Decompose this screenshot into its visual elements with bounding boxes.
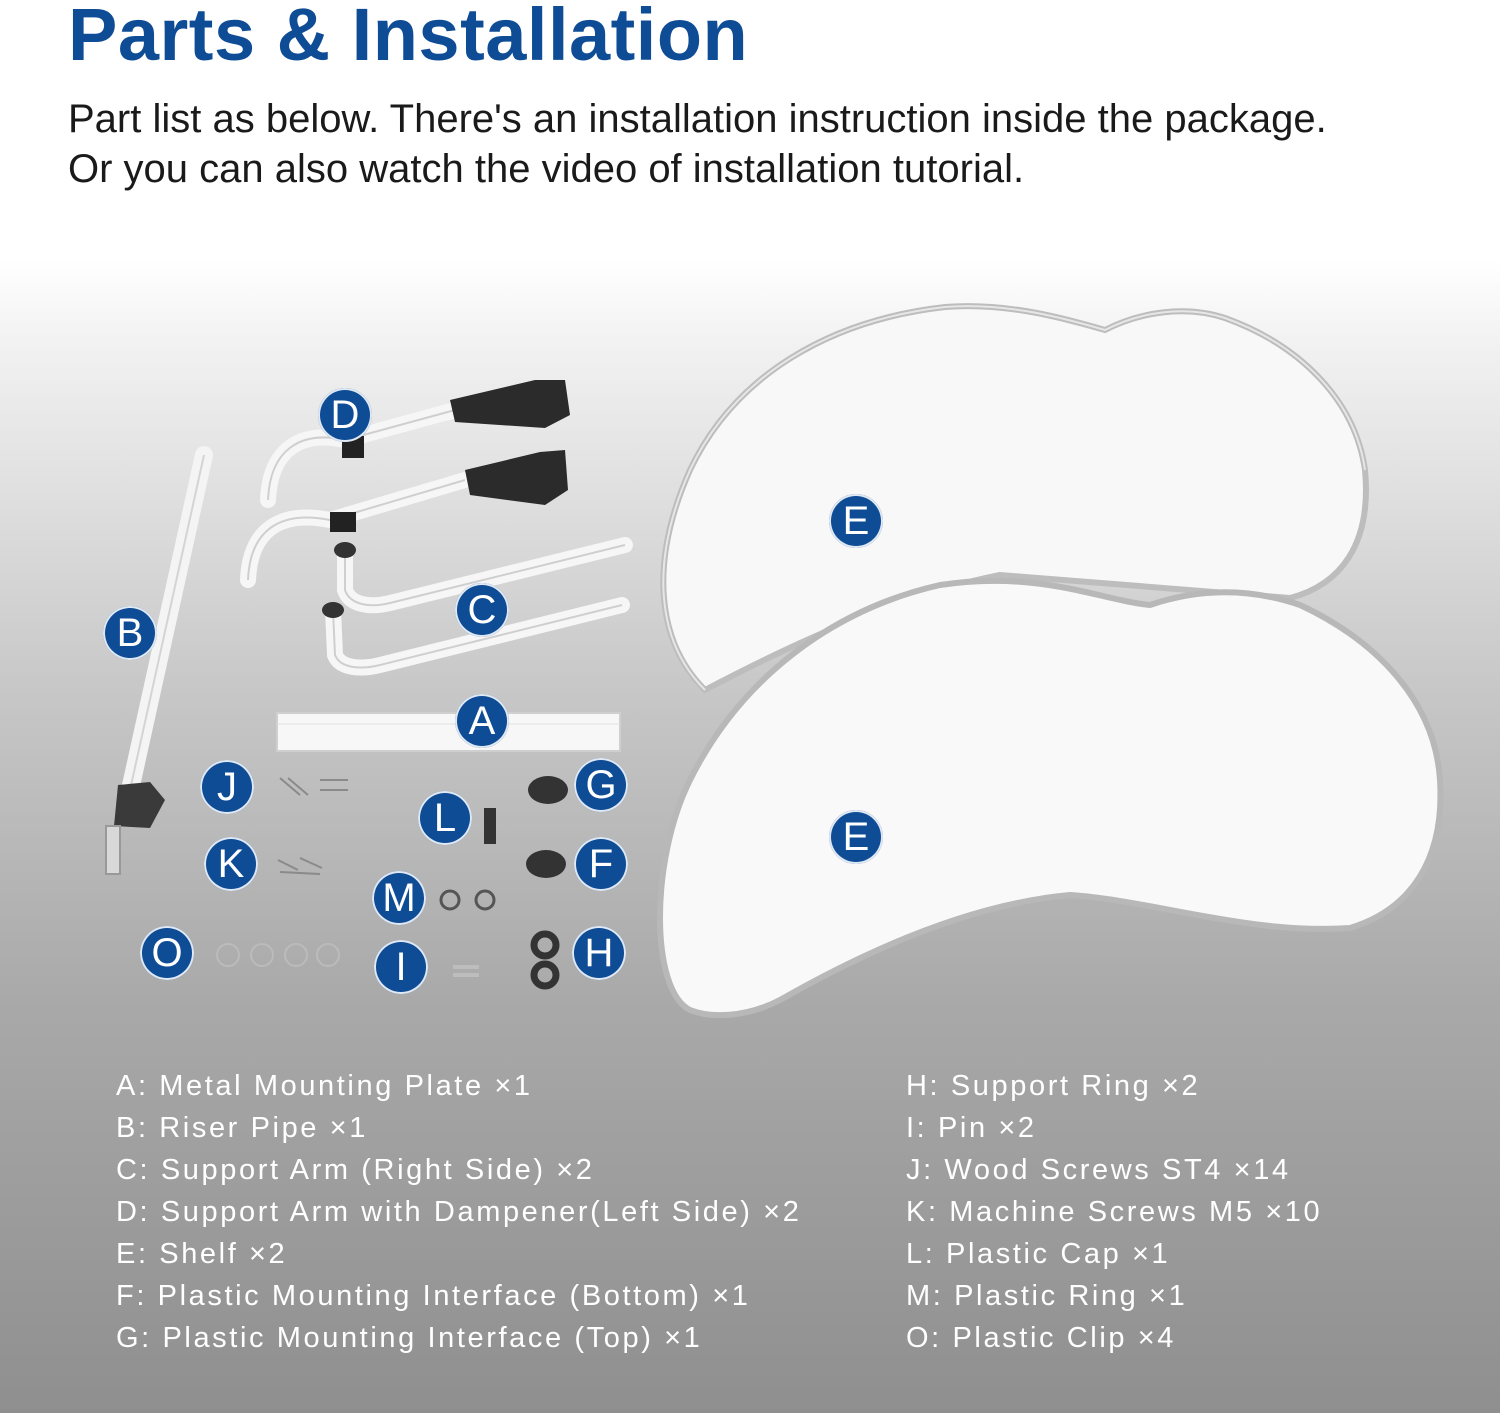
label-h-badge: H [572,926,626,980]
label-e-top-badge: E [829,494,883,548]
label-b-badge: B [103,606,157,660]
parts-list-item: F: Plastic Mounting Interface (Bottom) ×1 [116,1280,751,1312]
label-k-badge: K [204,837,258,891]
parts-list-item: O: Plastic Clip ×4 [906,1322,1177,1354]
parts-list-item: C: Support Arm (Right Side) ×2 [116,1154,595,1186]
label-m-badge: M [372,871,426,925]
label-c-badge: C [455,583,509,637]
label-i-badge: I [374,940,428,994]
riser-pipe-illustration [106,455,204,874]
parts-list-left [116,1065,801,1359]
label-l-badge: L [418,791,472,845]
label-j-badge: J [200,760,254,814]
parts-list-item: M: Plastic Ring ×1 [906,1280,1188,1312]
label-d-badge: D [318,388,372,442]
parts-list-item: A: Metal Mounting Plate ×1 [116,1070,533,1102]
parts-list-item: D: Support Arm with Dampener(Left Side) ×2 [116,1196,802,1228]
parts-list-item: H: Support Ring ×2 [906,1070,1201,1102]
page-title: Parts & Installation [68,0,749,76]
parts-list-item: K: Machine Screws M5 ×10 [906,1196,1323,1228]
parts-list-item: G: Plastic Mounting Interface (Top) ×1 [116,1322,703,1354]
parts-list-item: J: Wood Screws ST4 ×14 [906,1154,1291,1186]
label-g-badge: G [574,758,628,812]
label-f-badge: F [574,837,628,891]
screws-illustration [278,778,348,874]
parts-list-item: E: Shelf ×2 [116,1238,288,1270]
parts-list-item: I: Pin ×2 [906,1112,1037,1144]
subtitle-line-2: Or you can also watch the video of installation tutorial. [68,147,1025,191]
subtitle-line-1: Part list as below. There's an installation instruction inside the package. [68,97,1327,141]
label-e-bottom-badge: E [829,810,883,864]
label-a-badge: A [455,694,509,748]
mounting-plate-illustration [277,713,620,751]
parts-list-right [906,1065,1322,1359]
label-o-badge: O [140,926,194,980]
parts-list-item: B: Riser Pipe ×1 [116,1112,368,1144]
parts-list-item: L: Plastic Cap ×1 [906,1238,1171,1270]
support-arms-dampener-illustration [248,380,570,580]
